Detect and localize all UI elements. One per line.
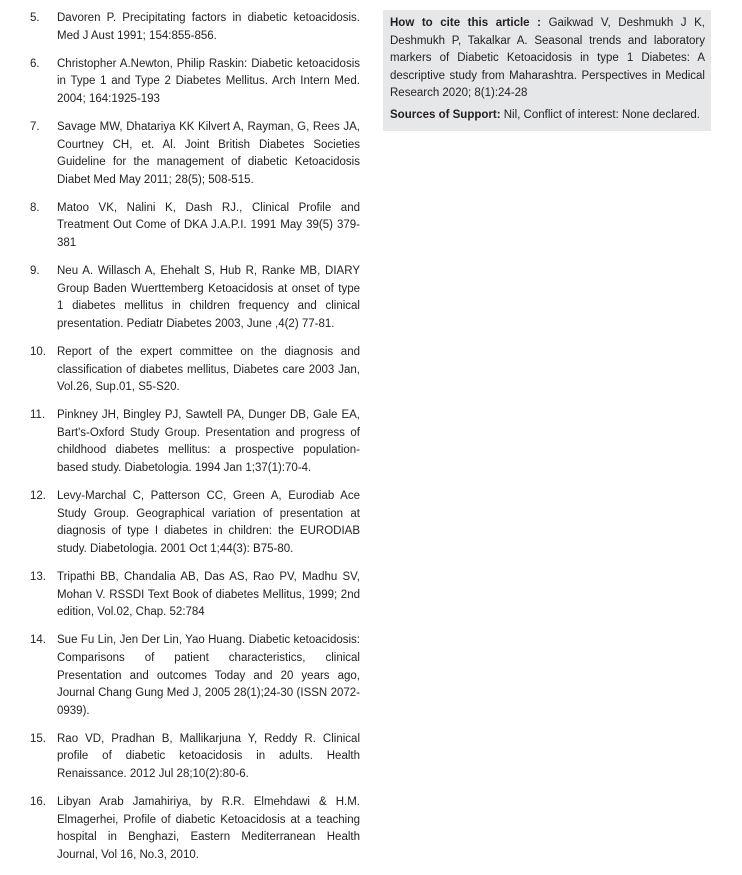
reference-text: Christopher A.Newton, Philip Raskin: Diabetic ketoacidosis in Type 1 and Type 2 Diabetes Mellitus. Arch Intern Med. 2004; 164:1925-193 <box>57 57 360 105</box>
sources-of-support <box>390 107 705 125</box>
reference-text: Report of the expert committee on the diagnosis and classification of diabetes mellitus, Diabetes care 2003 Jan, Vol.26, Sup.01, S5-S20. <box>57 346 360 394</box>
reference-number: 5. <box>30 12 40 24</box>
reference-item <box>24 731 360 784</box>
reference-item <box>24 263 360 333</box>
reference-item <box>24 10 360 45</box>
citation-box <box>383 10 711 131</box>
reference-text: Libyan Arab Jamahiriya, by R.R. Elmehdawi & H.M. Elmagerhei, Profile of diabetic Ketoacidosis at a teaching hospital in Benghazi, Eastern Mediterranean Health Journal, Vol 16, No.3, 2010. <box>57 796 360 861</box>
reference-text: Davoren P. Precipitating factors in diabetic ketoacidosis. Med J Aust 1991; 154:855-856. <box>57 12 360 42</box>
how-to-cite <box>390 15 705 103</box>
reference-item <box>24 200 360 253</box>
reference-text: Sue Fu Lin, Jen Der Lin, Yao Huang. Diabetic ketoacidosis: Comparisons of patient characteristics, clinical Presentation and outcomes Today and 20 years ago, Journal Chang Gung Med J, 2005 28(1);24-30 (ISSN 2072-0939). <box>57 634 360 717</box>
reference-number: 10. <box>30 346 46 358</box>
reference-item <box>24 119 360 189</box>
reference-item <box>24 488 360 558</box>
reference-item <box>24 794 360 864</box>
reference-number: 11. <box>30 409 46 422</box>
reference-text: Rao VD, Pradhan B, Mallikarjuna Y, Reddy R. Clinical profile of diabetic ketoacidosis in adults. Health Renaissance. 2012 Jul 28;10(2):80-6. <box>57 732 360 780</box>
reference-number: 12. <box>30 490 46 503</box>
reference-text: Savage MW, Dhatariya KK Kilvert A, Rayman, G, Rees JA, Courtney CH, et. Al. Joint British Diabetes Societies Guideline for the management of diabetic Ketoacidosis Diabet Med May 2011; 28(5); 508-515. <box>57 120 360 186</box>
reference-text: Neu A. Willasch A, Ehehalt S, Hub R, Ranke MB, DIARY Group Baden Wuerttemberg Ketoacidosis at onset of type 1 diabetes mellitus in children frequency and clinical presentation. Pediatr Diabetes 2003, June ,4(2) 77-81. <box>57 265 360 330</box>
reference-number: 14. <box>30 634 46 647</box>
reference-number: 8. <box>30 201 40 214</box>
reference-item <box>24 56 360 109</box>
reference-item <box>24 407 360 477</box>
reference-text: Levy-Marchal C, Patterson CC, Green A, Eurodiab Ace Study Group. Geographical variation of presentation at diagnosis of type I diabetes in children: the EURODIAB study. Diabetologia. 2001 Oct 1;44(3): B75-80. <box>57 490 360 555</box>
reference-number: 16. <box>30 796 46 809</box>
reference-number: 7. <box>30 120 40 133</box>
sources-text: Nil, Conflict of interest: None declared. <box>503 108 700 121</box>
reference-item <box>24 569 360 622</box>
reference-text: Tripathi BB, Chandalia AB, Das AS, Rao PV, Madhu SV, Mohan V. RSSDI Text Book of diabetes Mellitus, 1999; 2nd edition, Vol.02, Chap. 52:784 <box>57 571 360 619</box>
reference-number: 9. <box>30 265 40 278</box>
reference-item <box>24 344 360 397</box>
reference-list <box>24 10 360 875</box>
how-to-cite-text: Gaikwad V, Deshmukh J K, Deshmukh P, Takalkar A. Seasonal trends and laboratory markers of Diabetic Ketoacidosis in type 1 Diabetes: A descriptive study from Maharashtra. Perspectives in Medical Research 2020; 8(1):24-28 <box>390 17 705 100</box>
how-to-cite-label: How to cite this article : <box>390 17 541 29</box>
reference-number: 15. <box>30 732 46 745</box>
reference-number: 6. <box>30 57 40 70</box>
reference-text: Matoo VK, Nalini K, Dash RJ., Clinical Profile and Treatment Out Come of DKA J.A.P.I. 1991 May 39(5) 379-381 <box>57 201 360 250</box>
reference-item <box>24 632 360 720</box>
sources-label: Sources of Support: <box>390 108 501 121</box>
reference-number: 13. <box>30 571 46 584</box>
reference-text: Pinkney JH, Bingley PJ, Sawtell PA, Dunger DB, Gale EA, Bart's-Oxford Study Group. Presentation and progress of childhood diabetes mellitus: a prospective population-based study. Diabetologia. 1994 Jan 1;37(1):70-4. <box>57 409 360 475</box>
